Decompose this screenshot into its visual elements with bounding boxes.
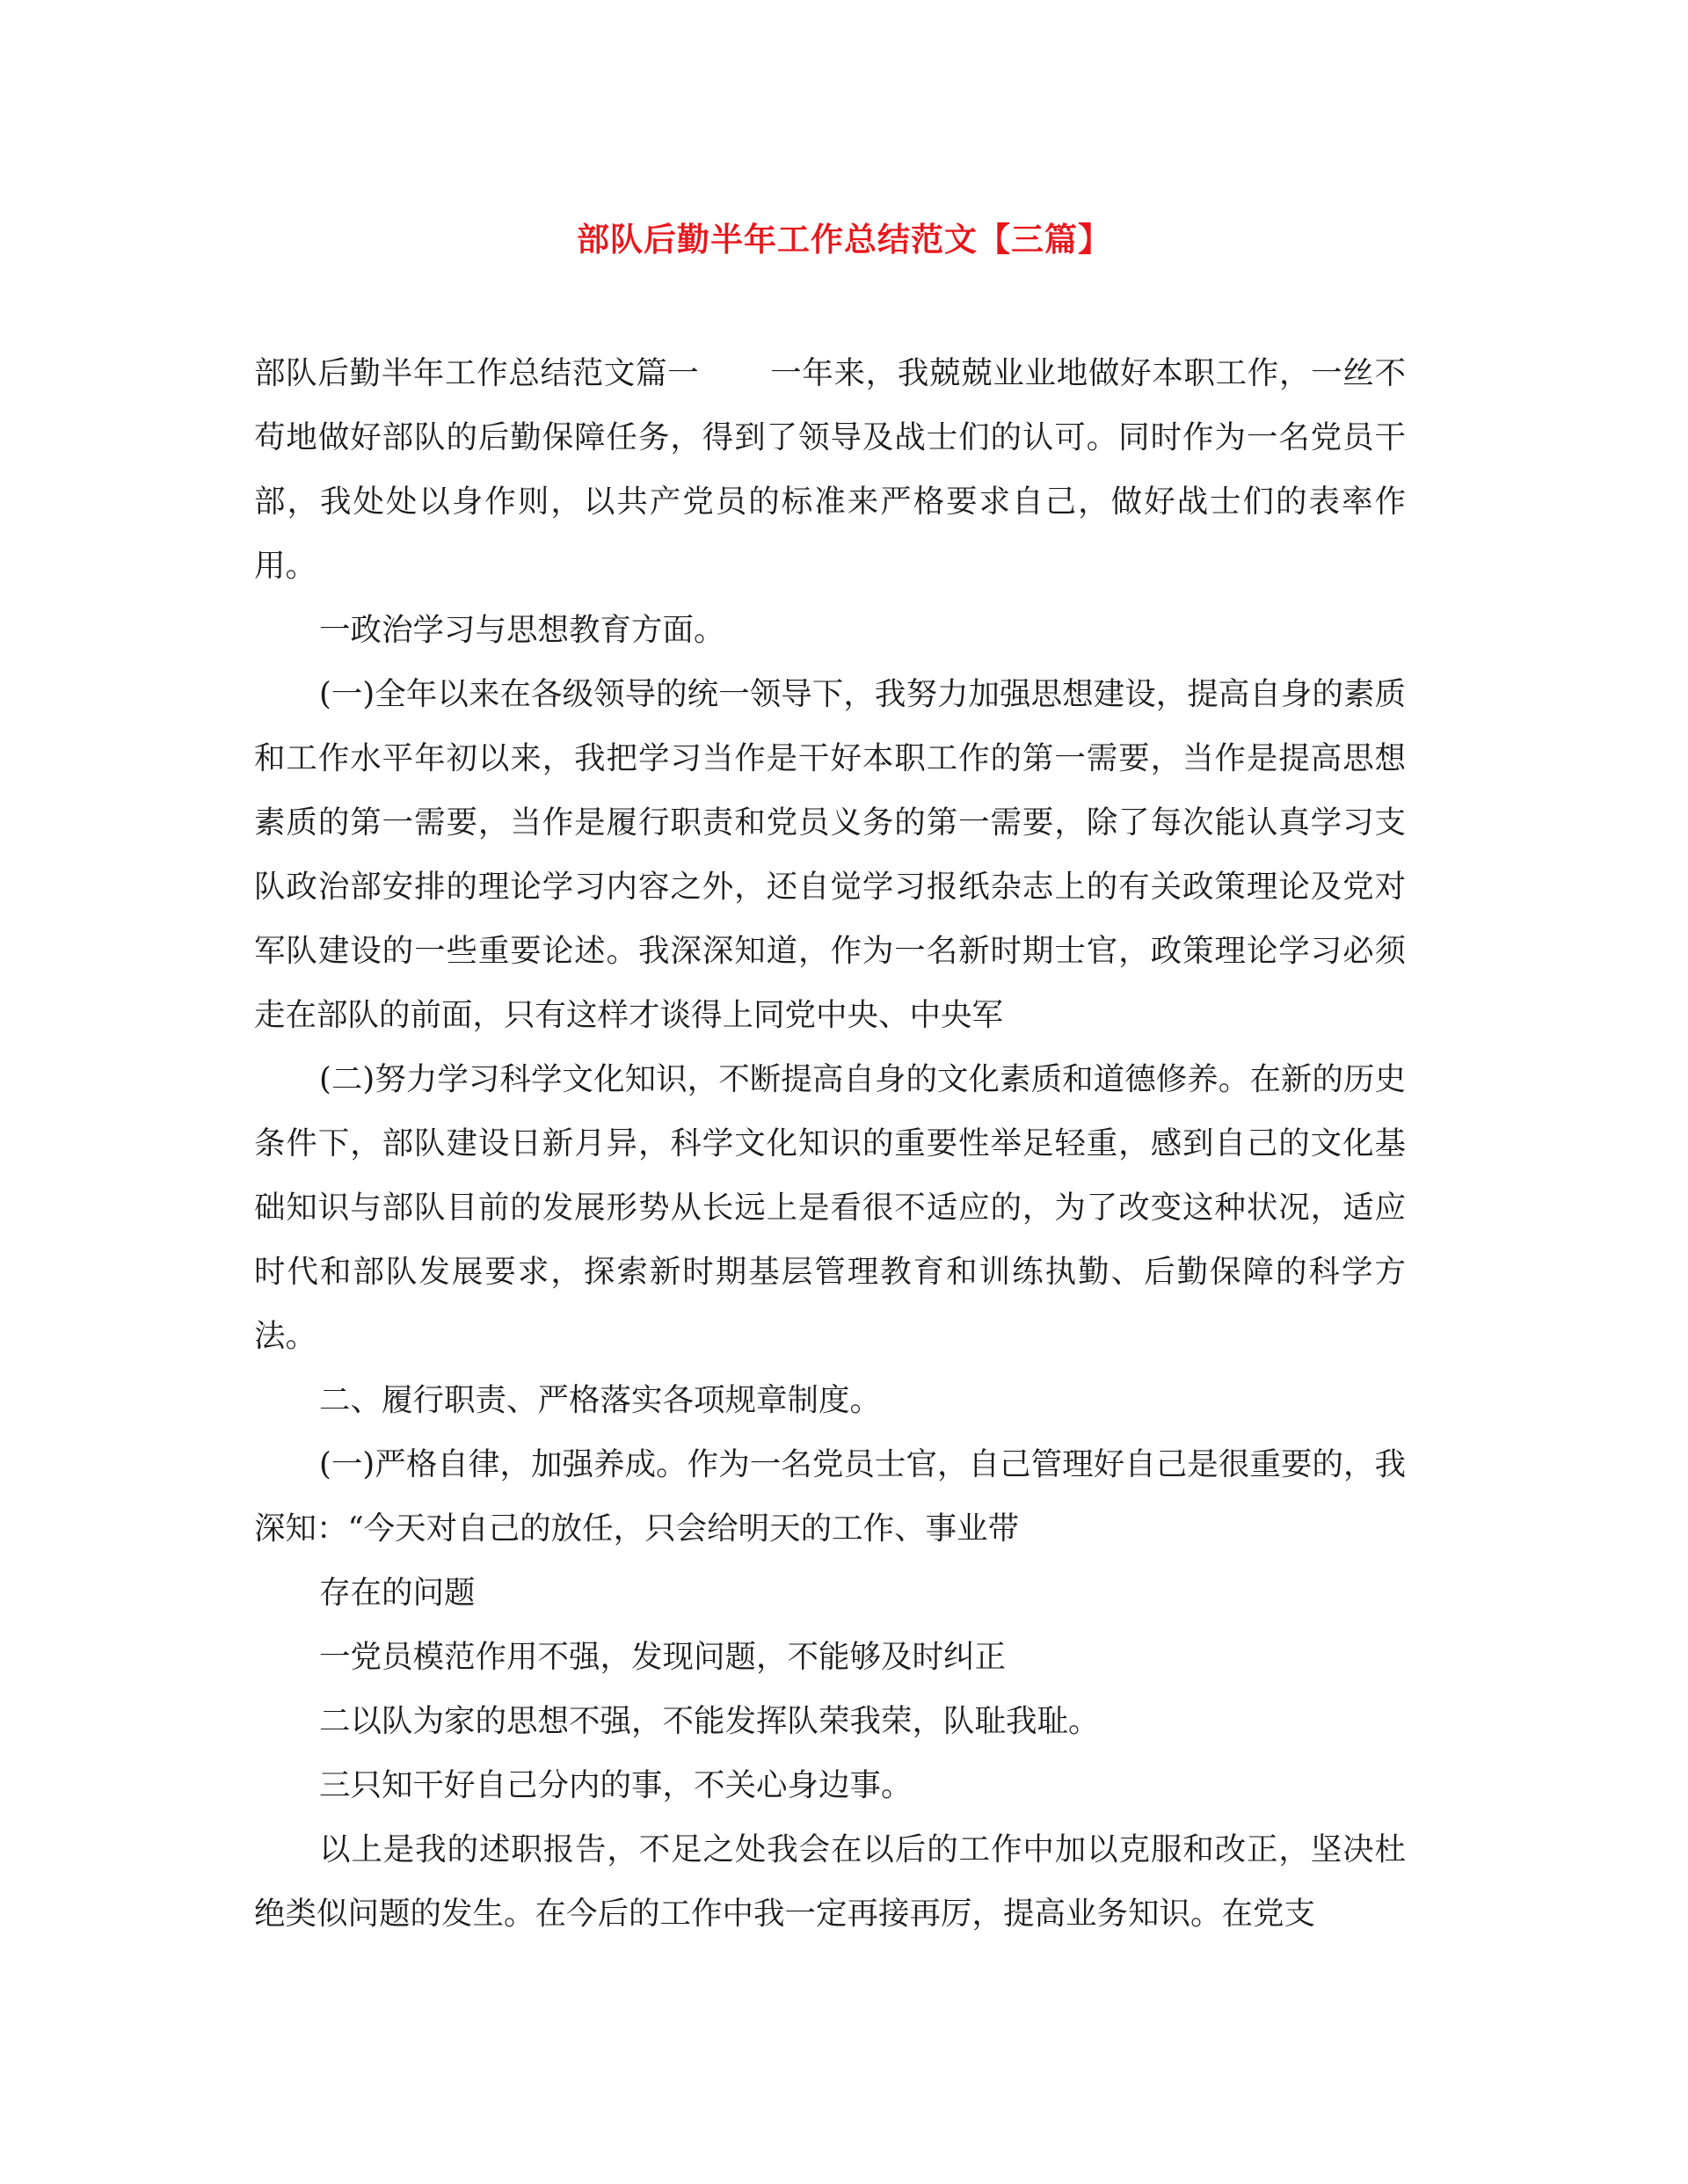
- paragraph-problem-one: 一党员模范作用不强，发现问题，不能够及时纠正: [319, 1639, 1007, 1675]
- document-body: [254, 341, 1406, 1946]
- paragraph-study: (一)全年以来在各级领导的统一领导下，我努力加强思想建设，提高自身的素质和工作水平年初以来，我把学习当作是干好本职工作的第一需要，当作是提高思想素质的第一需要，当作是履行职责和党员义务的第一需要，除了每次能认真学习支队政治部安排的理论学习内容之外，还自觉学习报纸杂志上的有关政策理论及党对军队建设的一些重要论述。我深深知道，作为一名新时期士官，政策理论学习必须走在部队的前面，只有这样才谈得上同党中央、中央军: [254, 676, 1406, 1033]
- paragraph-culture: (二)努力学习科学文化知识，不断提高自身的文化素质和道德修养。在新的历史条件下，部队建设日新月异，科学文化知识的重要性举足轻重，感到自己的文化基础知识与部队目前的发展形势从长远上是看很不适应的，为了改变这种状况，适应时代和部队发展要求，探索新时期基层管理教育和训练执勤、后勤保障的科学方法。: [254, 1061, 1406, 1354]
- paragraph-conclusion: 以上是我的述职报告，不足之处我会在以后的工作中加以克服和改正，坚决杜绝类似问题的发生。在今后的工作中我一定再接再厉，提高业务知识。在党支: [254, 1831, 1406, 1932]
- paragraph-problem-three: 三只知干好自己分内的事，不关心身边事。: [319, 1767, 913, 1803]
- paragraph-heading-politics: 一政治学习与思想教育方面。: [319, 612, 725, 648]
- paragraph-heading-duties: 二、履行职责、严格落实各项规章制度。: [319, 1382, 882, 1418]
- section-heading-part-one: 部队后勤半年工作总结范文篇一: [254, 355, 700, 391]
- document-title: 部队后勤半年工作总结范文【三篇】: [577, 220, 1111, 258]
- paragraph-self-discipline: (一)严格自律，加强养成。作为一名党员士官，自己管理好自己是很重要的，我深知：“今天对自己的放任，只会给明天的工作、事业带: [254, 1446, 1406, 1547]
- paragraph-heading-problems: 存在的问题: [319, 1575, 476, 1611]
- paragraph-problem-two: 二以队为家的思想不强，不能发挥队荣我荣，队耻我耻。: [319, 1703, 1100, 1739]
- paragraph-intro-text: 一年来，我兢兢业业地做好本职工作，一丝不苟地做好部队的后勤保障任务，得到了领导及战士们的认可。同时作为一名党员干部，我处处以身作则，以共产党员的标准来严格要求自己，做好战士们的表率作用。: [254, 355, 1406, 584]
- paragraph-intro: [254, 341, 1406, 598]
